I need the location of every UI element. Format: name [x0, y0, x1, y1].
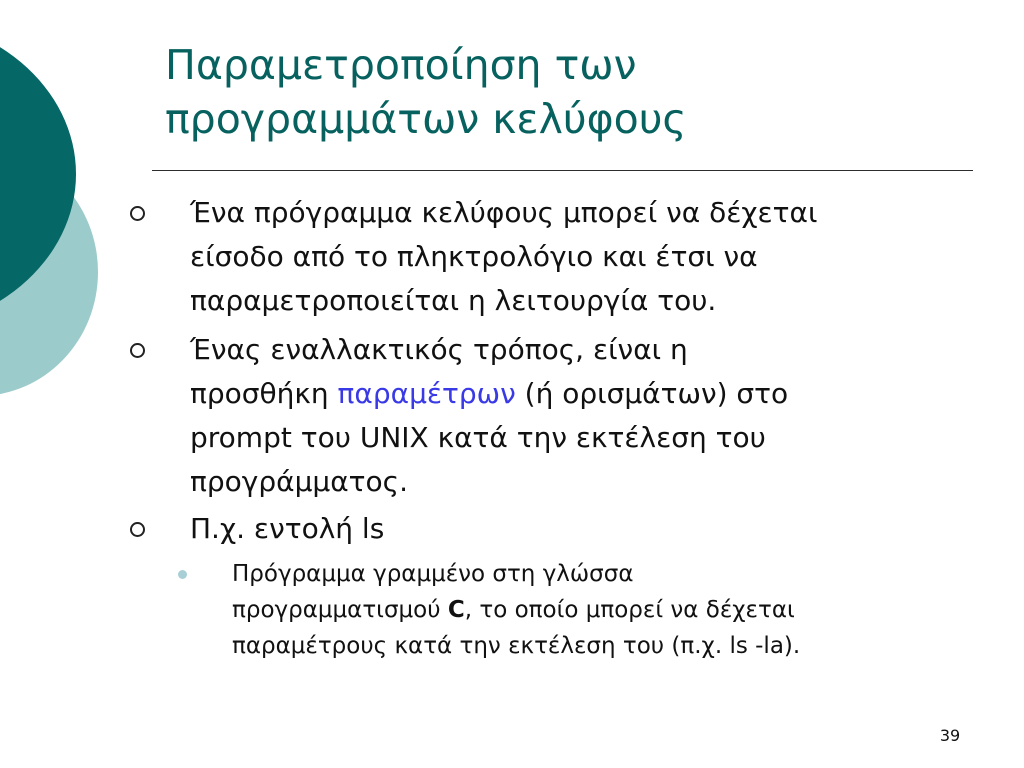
- bullet-line: Π.χ. εντολή ls: [190, 512, 385, 545]
- bullet-line: prompt του UNIX κατά την εκτέλεση του: [190, 421, 766, 454]
- bold-term: C: [447, 597, 465, 623]
- bullet-line: Ένας εναλλακτικός τρόπος, είναι η: [190, 333, 688, 366]
- bullet-item: [190, 191, 1000, 323]
- bullet-line: είσοδο από το πληκτρολόγιο και έτσι να: [190, 240, 758, 273]
- bullet-line: προγράμματος.: [190, 465, 408, 498]
- sub-bullet-line: [232, 592, 992, 628]
- bullet-line: [190, 372, 1000, 416]
- highlighted-term: παραμέτρων: [337, 377, 516, 410]
- bullet-item: [190, 328, 1000, 504]
- bullet-text: (ή ορισμάτων) στο: [515, 377, 789, 410]
- sub-bullet-text: προγραμματισμού: [232, 597, 448, 623]
- hollow-circle-bullet-icon: [130, 343, 145, 358]
- bullet-item: [190, 507, 1000, 551]
- sub-bullet-item: [232, 556, 992, 664]
- hollow-circle-bullet-icon: [130, 522, 145, 537]
- page-number: 39: [939, 726, 961, 745]
- slide-title: [165, 38, 985, 146]
- bullet-line: Ένα πρόγραμμα κελύφους μπορεί να δέχεται: [190, 196, 818, 229]
- sub-bullet-text: , το οποίο μπορεί να δέχεται: [464, 597, 795, 623]
- sub-bullet-line: Πρόγραμμα γραμμένο στη γλώσσα: [232, 561, 634, 587]
- slide-title-line: Παραμετροποίηση των: [165, 41, 637, 89]
- bullet-line: παραμετροποιείται η λειτουργία του.: [190, 284, 717, 317]
- sub-bullet-line: παραμέτρους κατά την εκτέλεση του (π.χ. ls -la).: [232, 633, 801, 659]
- hollow-circle-bullet-icon: [130, 206, 145, 221]
- filled-circle-bullet-icon: [178, 570, 187, 579]
- title-divider: [152, 170, 973, 171]
- bullet-text: προσθήκη: [190, 377, 338, 410]
- slide-title-line: προγραμμάτων κελύφους: [165, 95, 687, 143]
